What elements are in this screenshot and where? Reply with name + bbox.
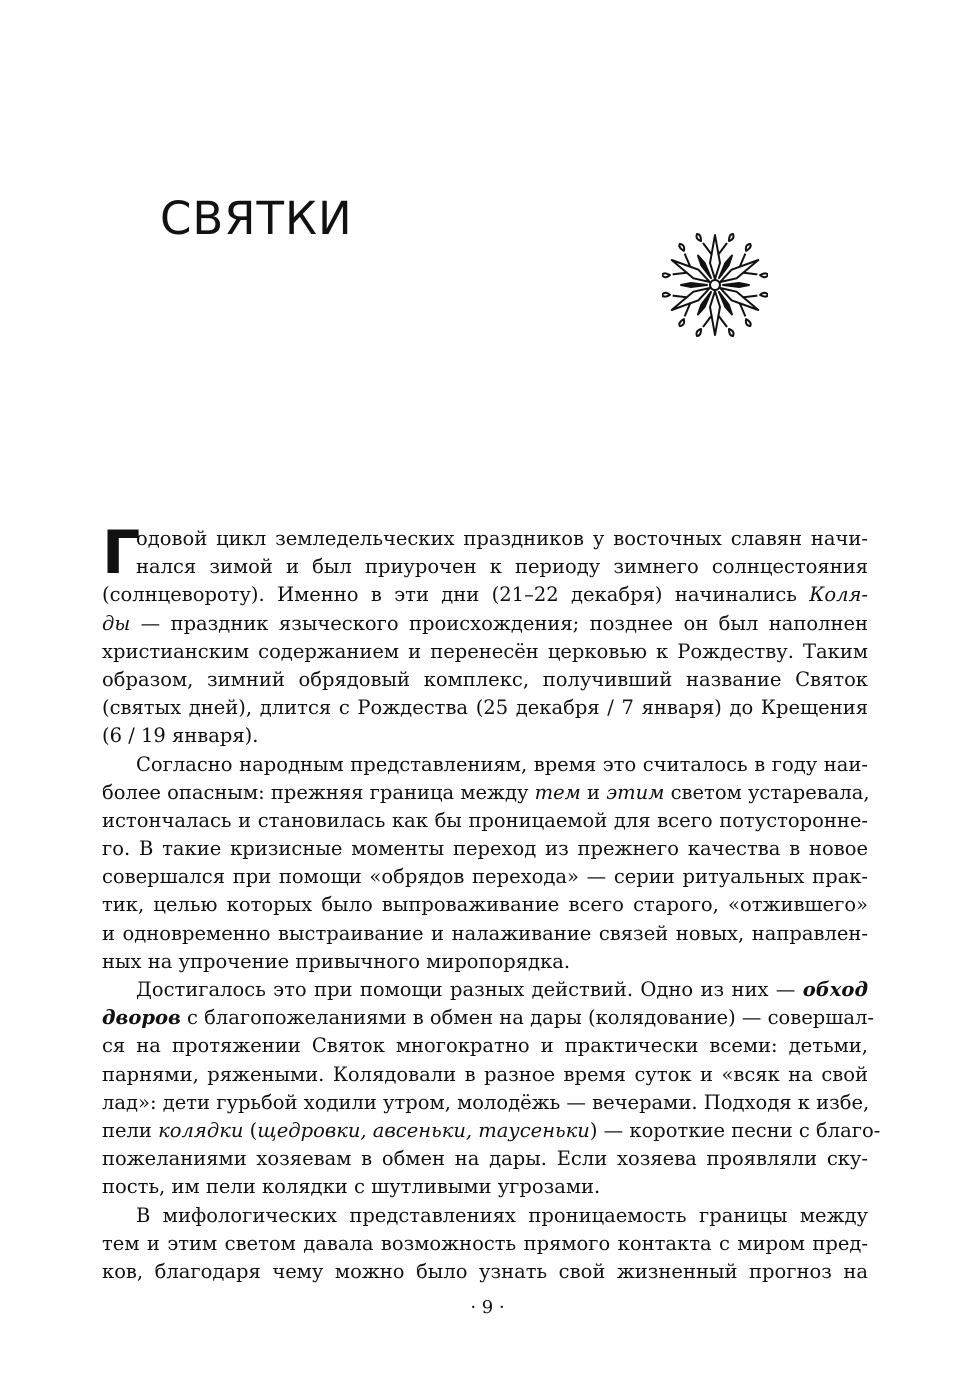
text-line: пожеланиями хозяевам в обмен на дары. Если хозяева проявляли ску- bbox=[102, 1147, 868, 1171]
text-line: (солнцевороту). Именно в эти дни (21–22 декабря) начинались Коля- bbox=[102, 583, 868, 607]
italic-term: тем bbox=[534, 780, 581, 804]
text-line: ды — праздник языческого происхождения; позднее он был наполнен bbox=[102, 611, 868, 635]
text-line: пели колядки (щедровки, авсеньки, таусеньки) — короткие песни с благо- bbox=[102, 1118, 881, 1142]
text-line: В мифологических представлениях проницаемость границы между bbox=[136, 1203, 868, 1227]
italic-term: этим bbox=[606, 780, 665, 804]
text-line: (6 / 19 января). bbox=[102, 724, 259, 748]
text-line: тик, целью которых было выпроваживание всего старого, «отжившего» bbox=[102, 893, 868, 917]
text-line: ных на упрочение привычного миропорядка. bbox=[102, 949, 571, 973]
italic-term: колядки bbox=[158, 1118, 244, 1142]
text-line: ся на протяжении Святок многократно и практически всеми: детьми, bbox=[102, 1034, 868, 1058]
bold-italic-term: обход bbox=[802, 978, 868, 1001]
text-line: дворов с благопожеланиями в обмен на дары (колядование) — совершал- bbox=[102, 1006, 874, 1030]
text-line: (святых дней), длится с Рождества (25 декабря / 7 января) до Крещения bbox=[102, 696, 868, 720]
text-line: ков, благодаря чему можно было узнать свой жизненный прогноз на bbox=[102, 1259, 868, 1283]
text-line: парнями, ряжеными. Колядовали в разное время суток и «всяк на свой bbox=[102, 1062, 868, 1086]
page-title: СВЯТКИ bbox=[160, 192, 353, 245]
text-line: и одновременно выстраивание и налаживание связей новых, направлен- bbox=[102, 921, 868, 945]
italic-term: щедровки, авсеньки, таусеньки bbox=[257, 1118, 590, 1142]
bold-italic-term: дворов bbox=[102, 1006, 181, 1030]
text-lines bbox=[102, 518, 881, 1286]
text-line: истончалась и становилась как бы проницаемой для всего потусторонне- bbox=[102, 808, 868, 832]
text-line: пость, им пели колядки с шутливыми угрозами. bbox=[102, 1175, 601, 1199]
text-line: совершался при помощи «обрядов перехода» — серии ритуальных прак- bbox=[102, 865, 868, 889]
text-line: тем и этим светом давала возможность прямого контакта с миром пред- bbox=[102, 1231, 868, 1255]
text-line: образом, зимний обрядовый комплекс, получивший название Святок bbox=[102, 667, 868, 691]
snowflake-ornament-icon bbox=[662, 232, 768, 338]
text-line: лад»: дети гурьбой ходили утром, молодёжь — вечерами. Подходя к избе, bbox=[102, 1090, 870, 1114]
text-line: Согласно народным представлениям, время это считалось в году наи- bbox=[136, 752, 868, 776]
text-line: более опасным: прежняя граница между тем и этим светом устаревала, bbox=[102, 780, 870, 804]
italic-term: Коля- bbox=[809, 583, 868, 607]
text-line: Достигалось это при помощи разных действий. Одно из них — обход bbox=[136, 978, 868, 1001]
body-text bbox=[102, 518, 881, 1286]
italic-term: ды bbox=[102, 611, 131, 635]
text-line: нался зимой и был приурочен к периоду зимнего солнцестояния bbox=[136, 555, 868, 579]
text-line: го. В такие кризисные моменты переход из прежнего качества в новое bbox=[102, 837, 868, 861]
page-number: · 9 · bbox=[470, 1297, 505, 1318]
text-line: одовой цикл земледельческих праздников у восточных славян начи- bbox=[136, 527, 868, 550]
text-line: христианским содержанием и перенесён церковью к Рождеству. Таким bbox=[102, 639, 868, 663]
drop-cap: Г bbox=[102, 518, 141, 588]
